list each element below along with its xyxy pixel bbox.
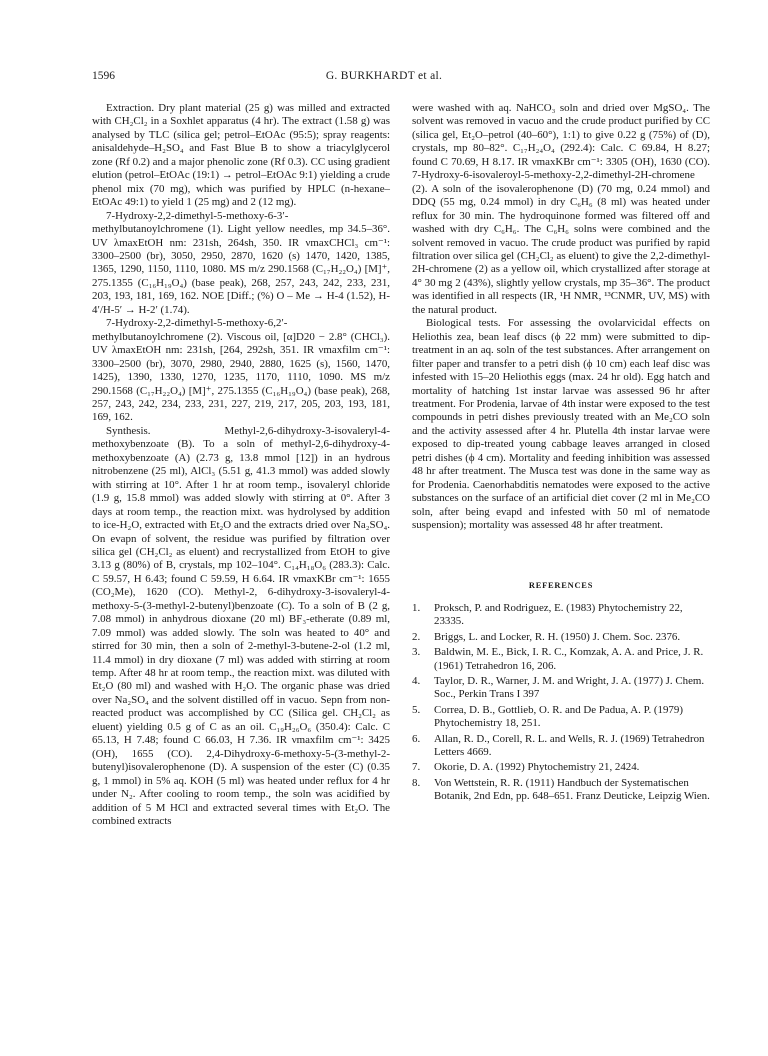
biological-tests-paragraph: Biological tests. For assessing the ovolarvicidal effects on Heliothis zea, bean leaf discs (ϕ 22 mm) were submitted to dip-treatment in an aq. soln of the test substances. After arrangement on filter paper and transfer to a petri dish (ϕ 10 cm) each leaf disc was infested with 15–20 Heliothis eggs (max. 24 hr old). Egg hatch and mortality of hatching 1st instar larvae was assessed 96 hr after treatment. For Prodenia, larvae of 4th instar were exposed to the test compounds in petri dishes previously treated with an Me₂CO soln and the activity assessed after 4 hr. Plutella 4th instar larvae were exposed to dip-treated young cabbage leaves arranged in closed petri dishes (ϕ 4 cm). Mortality and feeding inhibition was assessed 48 hr after treatment. The Musca test was done in the same way as for Prodenia. Caenorhabditis nematodes were exposed to the active substances on the surface of an artificial diet cover (2 ml in Me₂CO soln, after being evapd and infested with 50 ml of nematode suspension); mortality was assessed 48 hr after treatment. xyxy=(412,317,710,532)
left-column xyxy=(92,102,390,828)
compound-2-paragraph: 7-Hydroxy-2,2-dimethyl-5-methoxy-6,2′-methylbutanoylchromene (2). Viscous oil, [α]D20 − 2.8° (CHCl₃). UV λmaxEtOH nm: 231sh, [264, 292sh, 351. IR νmaxfilm cm⁻¹: 3300–2500 (br), 3070, 2980, 2940, 2880, 1625 (s), 1560, 1470, 1425), 1390, 1330, 1270, 1235, 1170, 1110, 1090. MS m/z 290.1568 (C₁₇H₂₂O₄) [M]⁺, 275.1355 (C₁₆H₁₉O₄) (base peak), 268, 257, 243, 242, 234, 233, 231, 227, 219, 217, 205, 203, 193, 181, 169, 162. xyxy=(92,317,390,424)
page-number: 1596 xyxy=(92,70,115,82)
compound-1-paragraph: 7-Hydroxy-2,2-dimethyl-5-methoxy-6-3′-methylbutanoylchromene (1). Light yellow needles, mp 34.5–36°. UV λmaxEtOH nm: 231sh, 264sh, 350. IR νmaxCHCl₃ cm⁻¹: 3300–2500 (br), 3050, 2950, 2870, 1620 (s) 1470, 1420, 1385, 1365, 1290, 1150, 1110, 1080. MS m/z 290.1568 (C₁₇H₂₂O₄) [M]⁺, 275.1355 (C₁₆H₁₉O₄) (base peak), 268, 257, 243, 242, 233, 231, 203, 193, 181, 169, 162. NOE [Diff.; (%) O – Me → H-4 (1.52), H-4′/H-5′ → H-2′ (1.74). xyxy=(92,209,390,316)
reference-item: 3. Baldwin, M. E., Bick, I. R. C., Komzak, A. A. and Price, J. R. (1961) Tetrahedron 16, 206. xyxy=(412,646,704,672)
reference-item: 6. Allan, R. D., Corell, R. L. and Wells, R. J. (1969) Tetrahedron Letters 4669. xyxy=(412,732,705,759)
reference-item: 8. Von Wettstein, R. R. (1911) Handbuch der Systematischen Botanik, 2nd Edn, pp. 648–651. Franz Deuticke, Leipzig Wien. xyxy=(412,776,710,803)
reference-item: 4. Taylor, D. R., Warner, J. M. and Wright, J. A. (1977) J. Chem. Soc., Perkin Trans I 397 xyxy=(412,674,705,701)
reference-item: 5. Correa, D. B., Gottlieb, O. R. and De Padua, A. P. (1979) Phytochemistry 18, 251. xyxy=(412,703,683,730)
references-list xyxy=(412,602,710,804)
running-head: G. BURKHARDT et al. xyxy=(325,70,443,82)
right-column xyxy=(412,102,710,806)
reference-item: 2. Briggs, L. and Locker, R. H. (1950) J. Chem. Soc. 2376. xyxy=(412,630,681,643)
page-header xyxy=(0,70,768,86)
reference-item: 1. Proksch, P. and Rodriguez, E. (1983) Phytochemistry 22, 23335. xyxy=(412,601,683,628)
references-heading: REFERENCES xyxy=(528,580,594,590)
synthesis-paragraph: Synthesis. Methyl-2,6-dihydroxy-3-isovaleryl-4-methoxybenzoate (B). To a soln of methyl-2,6-dihydroxy-4-methoxybenzoate (A) (2.73 g, 13.8 mmol [12]) in an hydrous nitrobenzene (25 ml), AlCl₃ (5.51 g, 41.3 mmol) was added slowly with stirring at 10°. After 1 hr at room temp., isovaleryl chloride (1.9 g, 15.8 mmol) was added slowly with stirring at 0°. After 3 days at room temp., the reaction mixt. was hydrolysed by addition to ice-H₂O, extracted with Et₂O and the extracts dried over Na₂SO₄. On evapn of solvent, the residue was purified by filtration over silica gel (CH₂Cl₂ as eluent) and recrystallized from EtOH to give 3.13 g (80%) of B, crystals, mp 102–104°. C₁₄H₁₈O₆ (283.3): Calc. C 59.57, H 6.43; found C 59.59, H 6.64. IR νmaxKBr cm⁻¹: 1655 (CO₂Me), 1620 (CO). Methyl-2, 6-dihydroxy-3-isovaleryl-4-methoxy-5-(3-methyl-2-butenyl)benzoate (C). To a soln of B (2 g, 7.08 mmol) in anhydrous dioxane (20 ml) BF₃-etherate (0.89 ml, 7.09 mmol) was added slowly. The soln was heated to 40° and stirred for 30 min, then a soln of 2-methyl-3-butene-2-ol (1.2 ml, 11.4 mmol) in dry dioxane (7 ml) was added with stirring at room temp. After 48 hr at room temp., the reaction mixt. was diluted with Et₂O (80 ml) and washed with H₂O. The organic phase was dried over Na₂SO₄ and the solvent distilled off in vacuo. Sepn from non-reacted product was accomplished by CC (Silica gel. CH₂Cl₂ as eluent) yielding 0.5 g of C as an oil. C₁₉H₂₆O₆ (350.4): Calc. C 65.13, H 7.48; found C 66.03, H 7.36. IR νmaxfilm cm⁻¹: 3425 (OH), 1655 (CO). 2,4-Dihydroxy-6-methoxy-5-(3-methyl-2-butenyl)isovalerophenone (D). A suspension of the ester (C) (0.35 g, 1 mmol) in 5% aq. KOH (5 ml) was heated under reflux for 4 hr under N₂. After cooling to room temp., the soln was acidified by addition of 5 M HCl and extracted several times with Et₂O. The combined extracts xyxy=(92,424,390,828)
reference-item: 7. Okorie, D. A. (1992) Phytochemistry 21, 2424. xyxy=(412,761,640,774)
extraction-paragraph: Extraction. Dry plant material (25 g) was milled and extracted with CH₂Cl₂ in a Soxhlet apparatus (4 hr). The extract (1.58 g) was analysed by TLC (silica gel; petrol–EtOAc (95:5); spray reagents: anisaldehyde–H₂SO₄ and Fast Blue B to show a triacylglycerol zone (Rf 0.2) and a major phenolic zone (Rf 0.3). CC using gradient elution (petrol–EtOAc (19:1) → petrol–EtOAc 9:1) yielding a crude phenol mix (70 mg), which was purified by HPLC (n-hexane–EtOAc 49:1) to yield 1 (25 mg) and 2 (12 mg). xyxy=(92,102,390,209)
synthesis-continued-paragraph: were washed with aq. NaHCO₃ soln and dried over MgSO₄. The solvent was removed in vacuo and the crude product purified by CC (silica gel, Et₂O–petrol (40–60°), 1:1) to give 0.22 g (75%) of (D), crystals, mp 80–82°. C₁₇H₂₄O₄ (292.4): Calc. C 69.84, H 8.27; found C 70.69, H 8.17. IR νmaxKBr cm⁻¹: 3305 (OH), 1630 (CO). 7-Hydroxy-6-isovaleroyl-5-methoxy-2,2-dimethyl-2H-chromene (2). A soln of the isovalerophenone (D) (70 mg, 0.24 mmol) and DDQ (55 mg, 0.24 mmol) in dry C₆H₆ (8 ml) was heated under reflux for 30 min. The hydroquinone formed was filtered off and washed with dry C₆H₆. The C₆H₆ solns were combined and the solvent removed in vacuo. The crude product was purified by rapid filtration over silica gel (CH₂Cl₂ as eluent) to give the 2,2-dimethyl-2H-chromene (2) as a yellow oil, which crystallized after storage at 4° 30 mg 2 (43%), slightly yellow crystals, mp 35–36°. The product was identified in all respects (IR, ¹H NMR, ¹³CNMR, UV, MS) with the natural product. xyxy=(412,102,710,316)
